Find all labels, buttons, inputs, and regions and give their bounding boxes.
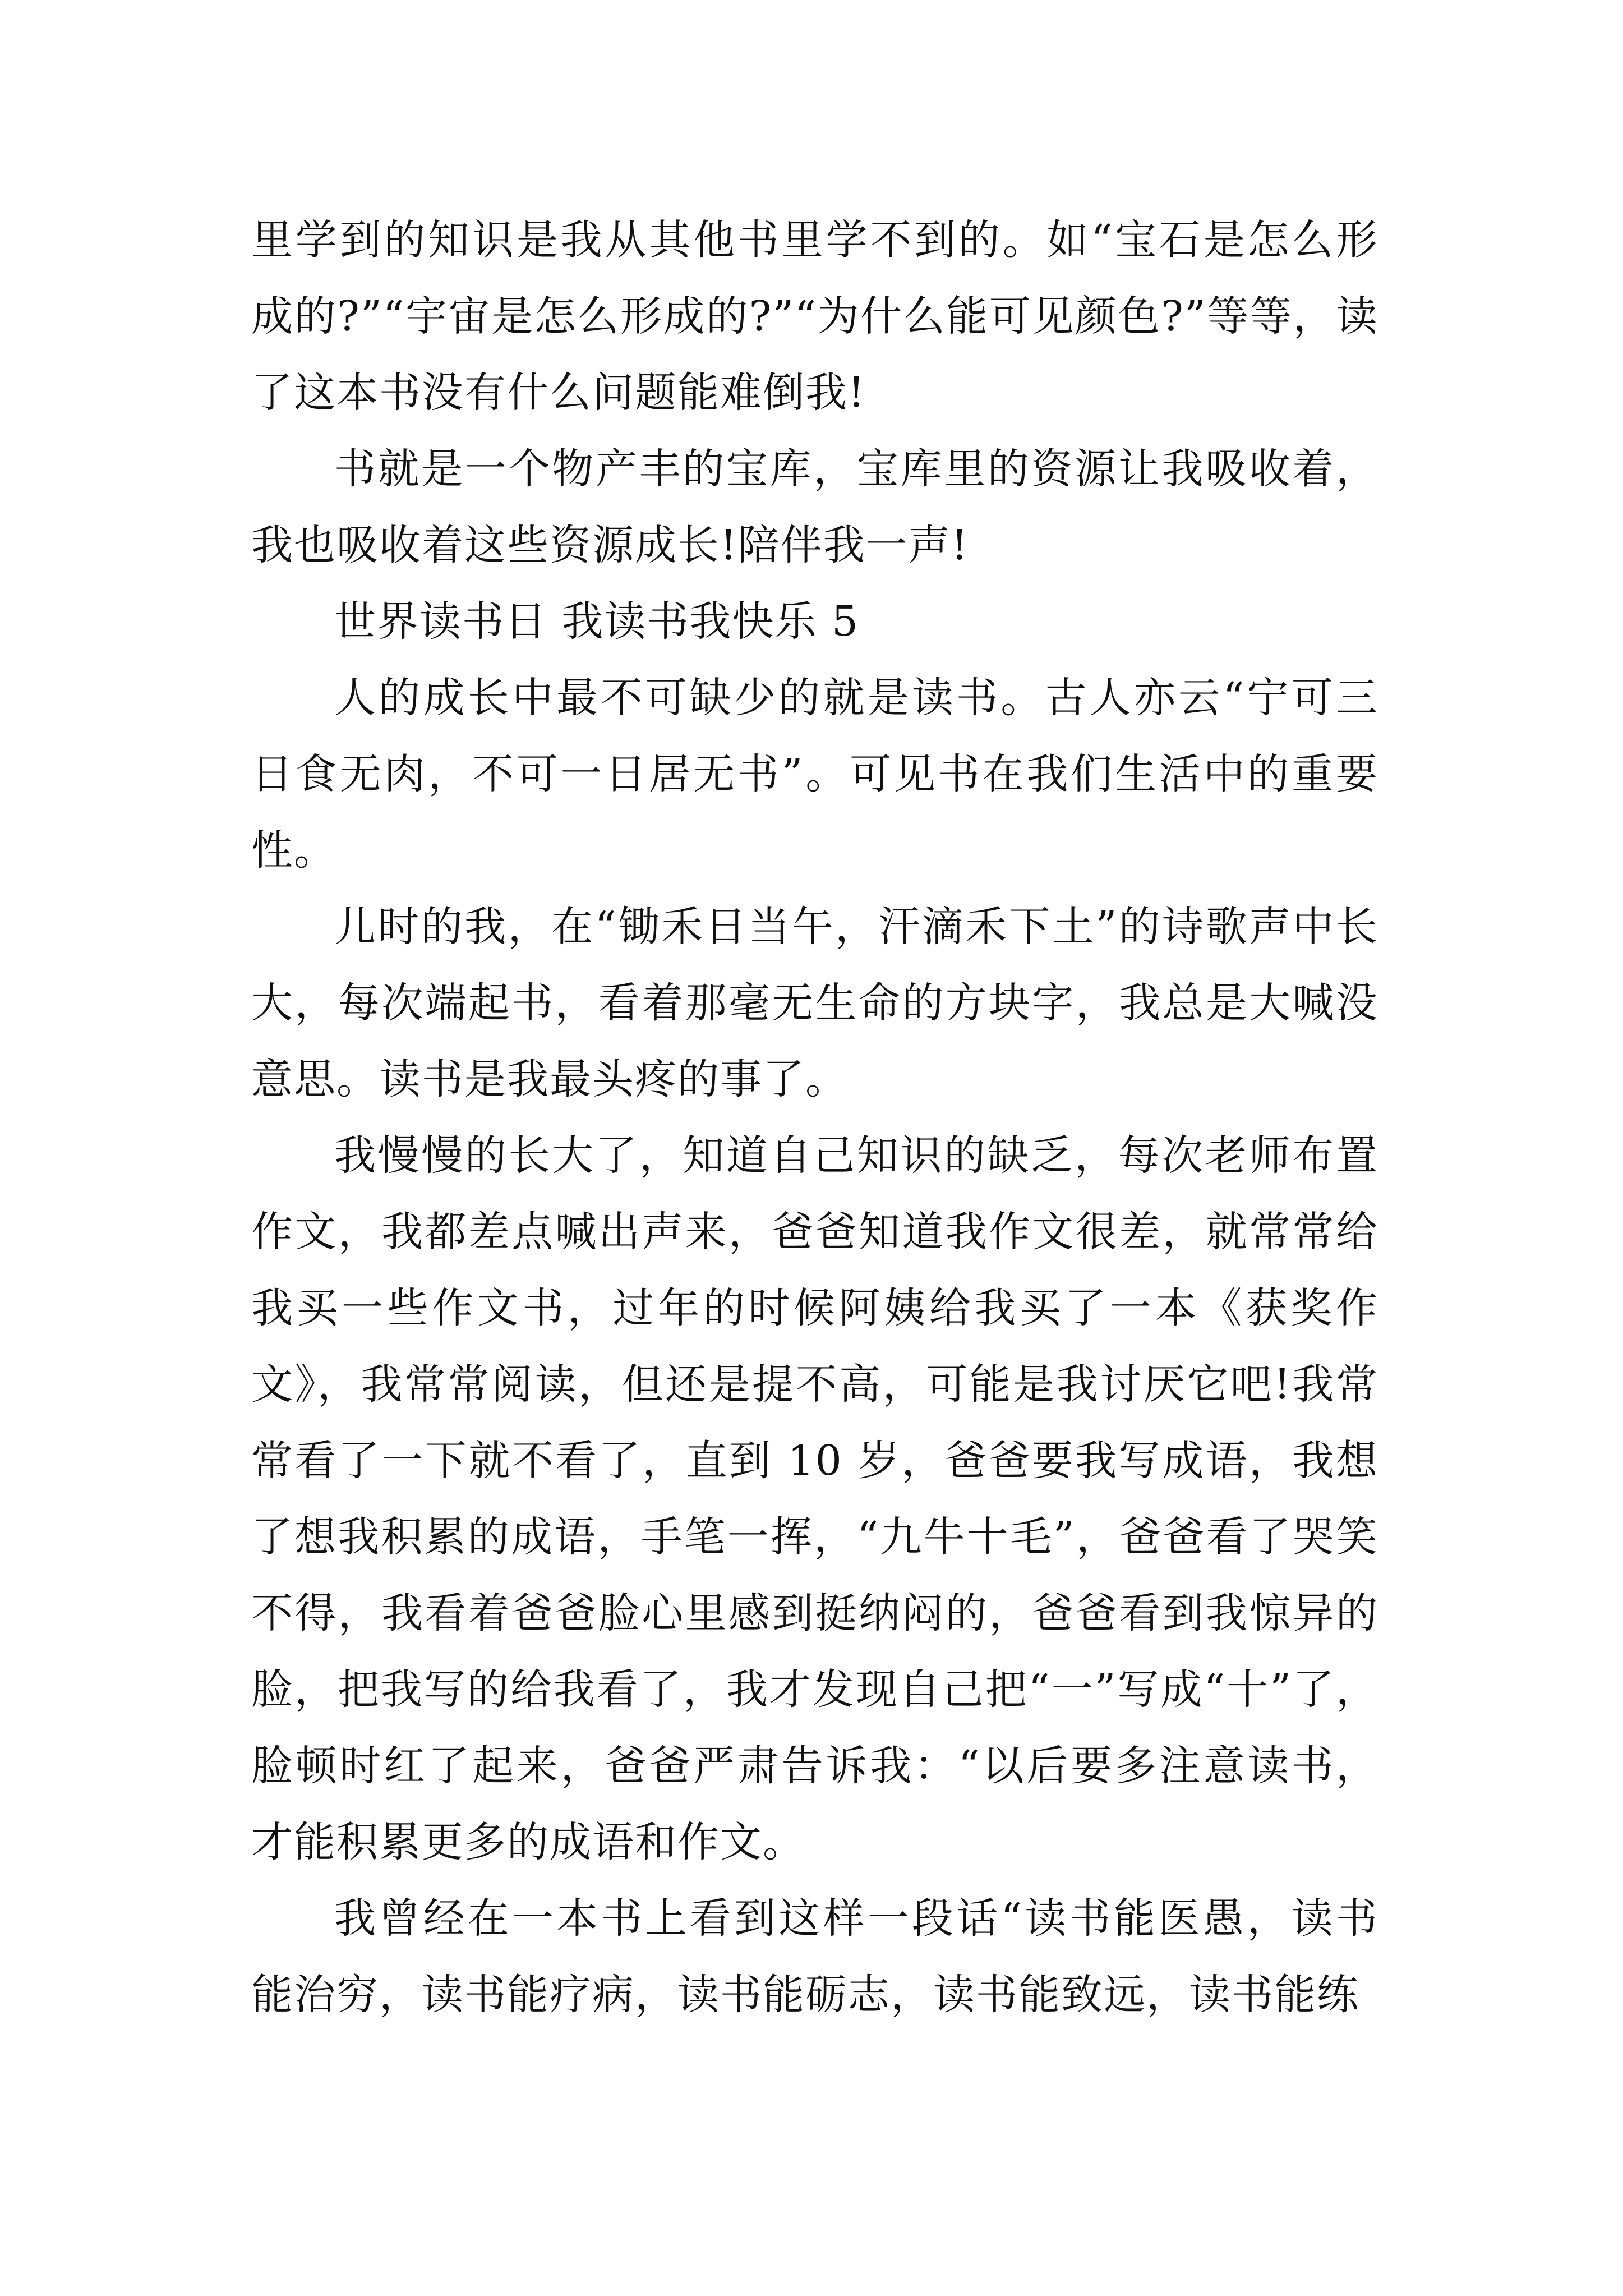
paragraph-quote: 我曾经在一本书上看到这样一段话“读书能医愚，读书能治穷，读书能疗病，读书能砺志，读书能致远，读书能练 <box>251 1894 1378 2019</box>
section-heading: 世界读书日 我读书我快乐 5 <box>334 597 860 646</box>
paragraph-intro: 人的成长中最不可缺少的就是读书。古人亦云“宁可三日食无肉，不可一日居无书”。可见书在我们生活中的重要性。 <box>251 674 1378 875</box>
paragraph-continued: 里学到的知识是我从其他书里学不到的。如“宝石是怎么形成的?”“宇宙是怎么形成的?”“为什么能可见颜色?”等等，读了这本书没有什么问题能难倒我! <box>251 216 1378 417</box>
paragraph-childhood: 儿时的我，在“锄禾日当午，汗滴禾下土”的诗歌声中长大，每次端起书，看着那毫无生命的方块字，我总是大喊没意思。读书是我最头疼的事了。 <box>251 903 1378 1103</box>
document-body <box>251 202 1378 2033</box>
paragraph-growing-up: 我慢慢的长大了，知道自己知识的缺乏，每次老师布置作文，我都差点喊出声来，爸爸知道我作文很差，就常常给我买一些作文书，过年的时候阿姨给我买了一本《获奖作文》，我常常阅读，但还是提不高，可能是我讨厌它吧!我常常看了一下就不看了，直到 10 岁，爸爸要我写成语，我想了想我积累的成语，手笔一挥，“九牛十毛”，爸爸看了哭笑不得，我看着爸爸脸心里感到挺纳闷的，爸爸看到我惊异的脸，把我写的给我看了，我才发现自己把“一”写成“十”了，脸顿时红了起来，爸爸严肃告诉我：“以后要多注意读书，才能积累更多的成语和作文。 <box>251 1131 1378 1866</box>
paragraph-treasury: 书就是一个物产丰的宝库，宝库里的资源让我吸收着，我也吸收着这些资源成长!陪伴我一声! <box>251 445 1378 569</box>
